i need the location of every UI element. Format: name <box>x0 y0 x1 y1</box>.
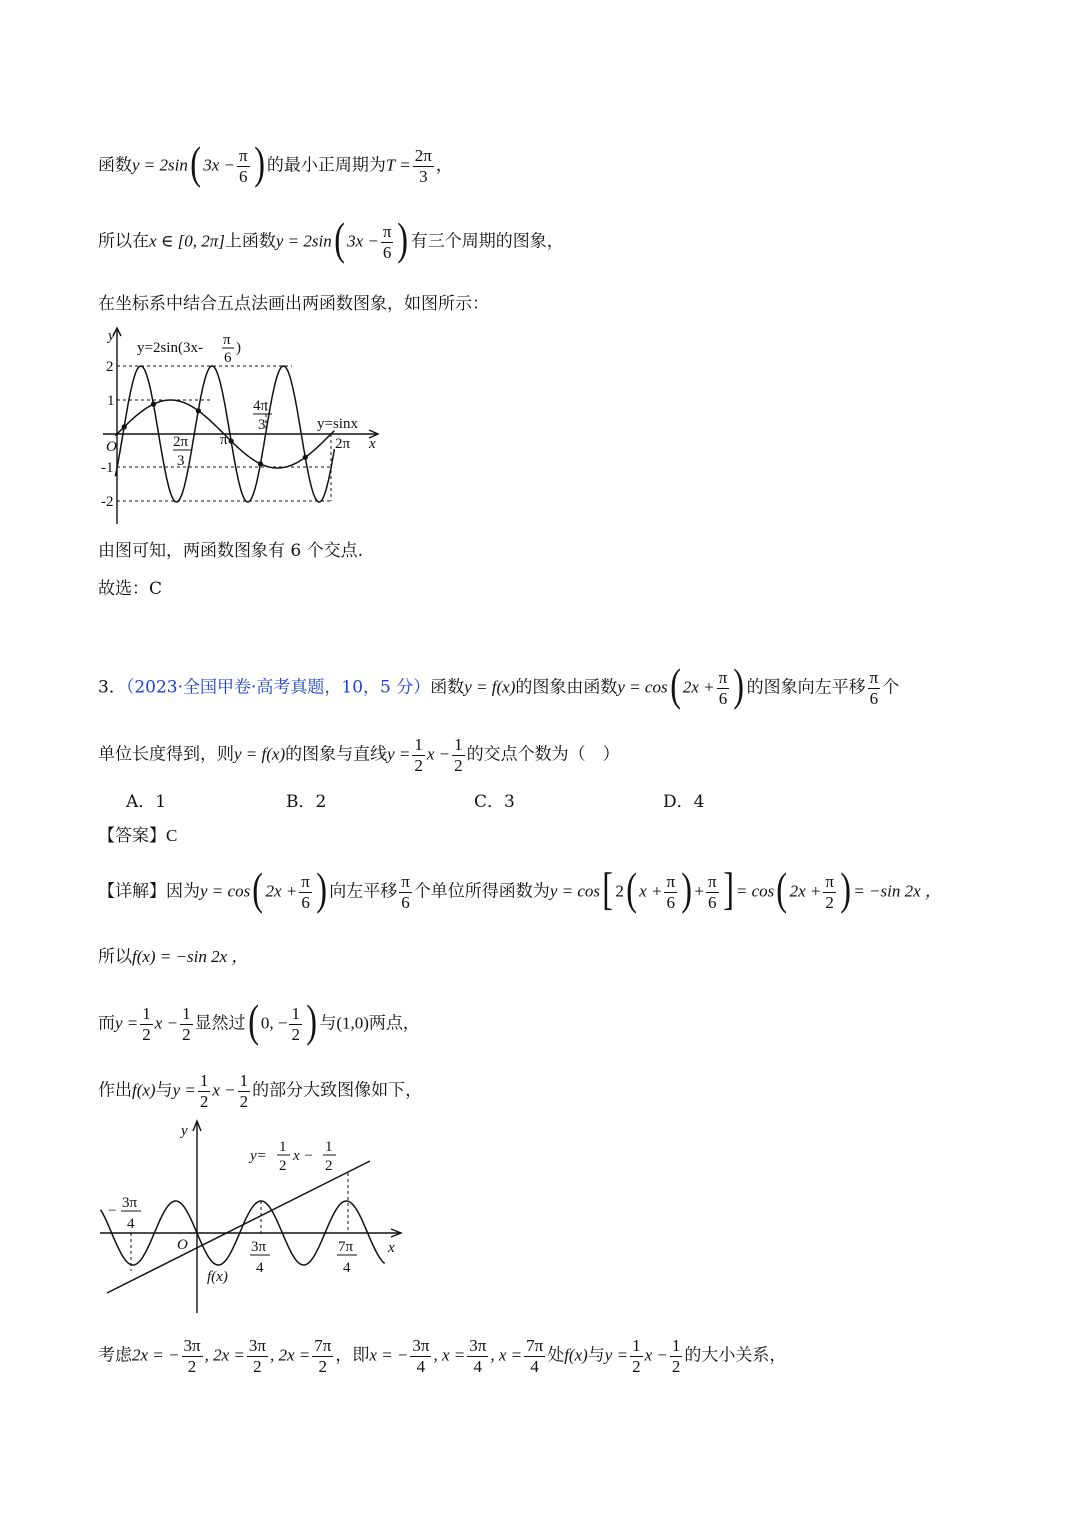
fraction: $\frac{2\pi}{3}$ <box>414 146 432 186</box>
fraction: $\frac{\pi}{2}$ <box>825 872 834 912</box>
line-label: y= <box>250 1148 267 1164</box>
line-half-x <box>107 1161 370 1293</box>
fraction: $\frac{1}{2}$ <box>671 1336 681 1376</box>
fraction: $\frac{1}{2}$ <box>142 1004 151 1044</box>
option-d[interactable]: D．4 <box>663 792 705 812</box>
tick-3pi4-d: 4 <box>256 1260 264 1276</box>
tick-2pi3-n: 2π <box>173 434 189 450</box>
fraction: $\frac{1}{2}$ <box>182 1004 191 1044</box>
svg-text:): ) <box>236 340 241 356</box>
fraction: $\frac{3\pi}{4}$ <box>412 1336 430 1376</box>
detail-line-5: 考虑2x = − $\frac{3\pi}{2}$ , 2x = $\frac{3\pi}{2}$ , 2x = $\frac{7\pi}{2}$ ，即x = − $\frac{3\pi}{4}$ , x = $\frac{3\pi}{4}$ , x = $\frac{7\pi}{4}$ 处f(x)与y = $\frac{1}{2}$ x − $\frac{1}{2}$ 的大小关系， <box>98 1336 787 1376</box>
tick-neg2: -2 <box>101 494 114 510</box>
tick-7pi4-d: 4 <box>343 1260 351 1276</box>
fraction: $\frac{1}{2}$ <box>291 1004 300 1044</box>
intersection-point-3 <box>196 408 201 413</box>
intersection-point-5 <box>258 461 263 466</box>
answer-line: 【答案】C <box>98 826 178 846</box>
detail-line-4: 作出f(x)与y = $\frac{1}{2}$ x − $\frac{1}{2}$ 的部分大致图像如下， <box>98 1071 423 1111</box>
y-label: y <box>108 328 115 344</box>
fraction: $\frac{1}{2}$ <box>632 1336 641 1376</box>
fraction: $\frac{1}{2}$ <box>454 735 463 775</box>
tick-pi: π <box>220 432 228 448</box>
intersection-point-1 <box>122 424 127 429</box>
tick-2pi3-d: 3 <box>177 453 185 469</box>
option-c[interactable]: C．3 <box>474 792 515 812</box>
fraction: $\frac{\pi}{6}$ <box>869 668 879 708</box>
fraction: $\frac{1}{2}$ <box>199 1071 209 1111</box>
fraction: $\frac{7\pi}{2}$ <box>314 1336 332 1376</box>
solution-line-three-periods: 所以在x ∈ [0, 2π]上函数y = 2sin( 3x − $\frac{\pi}{6}$ ) 有三个周期的图象， <box>98 213 564 265</box>
tick-neg-3pi4-sign: − <box>108 1203 117 1219</box>
option-a[interactable]: A．1 <box>126 792 167 812</box>
fraction: $\frac{\pi}{6}$ <box>301 872 310 912</box>
fraction: $\frac{\pi}{6}$ <box>718 668 728 708</box>
label-sinx: y=sinx <box>317 416 358 432</box>
tick-4pi3-n: 4π <box>253 398 269 414</box>
svg-text:6: 6 <box>224 350 232 366</box>
detail-line-1: 【详解】因为y = cos( 2x + $\frac{\pi}{6}$ ) 向左平移 $\frac{\pi}{6}$ 个单位所得函数为y = cos[ 2( x + $\frac{\pi}{6}$ ) + $\frac{\pi}{6}$ ] = cos( 2x + $\frac{\pi}{2}$ ) = −sin 2x ， <box>98 863 942 915</box>
fraction: $\frac{\pi}{6}$ <box>707 872 717 912</box>
origin-label: O <box>177 1237 188 1253</box>
fx-label: f(x) <box>207 1269 228 1285</box>
fraction: $\frac{3\pi}{4}$ <box>469 1336 487 1376</box>
label-2sin3x: y=2sin(3x- <box>137 340 203 356</box>
graph-fx-and-line <box>95 1115 415 1320</box>
solution-line-period: 函数y = 2sin( 3x − $\frac{\pi}{6}$ ) 的最小正周期为T = $\frac{2\pi}{3}$ ， <box>98 137 453 189</box>
fraction: $\frac{1}{2}$ <box>239 1071 249 1111</box>
tick-4pi3-d: 3 <box>258 417 266 433</box>
option-b[interactable]: B．2 <box>286 792 327 812</box>
tick-7pi4-n: 7π <box>338 1239 354 1255</box>
y-label: y <box>181 1123 188 1139</box>
tick-1: 1 <box>107 393 115 409</box>
x-label: x <box>369 436 376 452</box>
detail-line-3: 而y = $\frac{1}{2}$ x − $\frac{1}{2}$ 显然过( 0, − $\frac{1}{2}$ ) 与(1,0)两点， <box>98 995 420 1047</box>
intersection-point-2 <box>151 402 156 407</box>
question-3-line-2: 单位长度得到，则y = f(x)的图象与直线y = $\frac{1}{2}$ x − $\frac{1}{2}$ 的交点个数为（ ） <box>98 735 620 775</box>
svg-text:1: 1 <box>325 1139 333 1155</box>
svg-text:2: 2 <box>325 1158 333 1174</box>
graph-sin-functions <box>95 322 395 527</box>
question-source: （2023·全国甲卷·高考真题，10，5 分） <box>125 677 431 698</box>
tick-neg-3pi4-d: 4 <box>127 1216 135 1232</box>
fraction: $\frac{3\pi}{2}$ <box>183 1336 201 1376</box>
svg-text:x −: x − <box>293 1148 314 1164</box>
tick-neg1: -1 <box>101 460 114 476</box>
intersection-point-6 <box>303 455 308 460</box>
tick-neg-3pi4-n: 3π <box>122 1195 138 1211</box>
x-label: x <box>388 1240 395 1256</box>
intersection-point-4 <box>229 439 234 444</box>
tick-2pi: 2π <box>335 436 351 452</box>
question-3-line-1: 3．（2023·全国甲卷·高考真题，10，5 分）函数y = f(x)的图象由函数y = cos( 2x + $\frac{\pi}{6}$ ) 的图象向左平移 $\frac{\pi}{6}$ 个 <box>98 659 900 711</box>
fraction: $\frac{7\pi}{4}$ <box>526 1336 544 1376</box>
solution-line-conclusion: 由图可知，两函数图象有 6 个交点. <box>98 541 364 561</box>
svg-text:1: 1 <box>279 1139 287 1155</box>
tick-3pi4-n: 3π <box>251 1239 267 1255</box>
svg-text:2: 2 <box>279 1158 287 1174</box>
fraction: $\frac{\pi}{6}$ <box>238 146 248 186</box>
solution-line-choice: 故选：C <box>98 579 163 599</box>
fraction: $\frac{\pi}{6}$ <box>666 872 676 912</box>
solution-line-draw: 在坐标系中结合五点法画出两函数图象，如图所示： <box>98 294 489 314</box>
detail-line-2: 所以f(x) = −sin 2x ， <box>98 947 249 967</box>
origin-label: O <box>106 439 117 455</box>
fraction: $\frac{\pi}{6}$ <box>401 872 410 912</box>
fraction: $\frac{\pi}{6}$ <box>382 222 392 262</box>
fraction: $\frac{3\pi}{2}$ <box>248 1336 266 1376</box>
svg-text:π: π <box>223 332 231 348</box>
fraction: $\frac{1}{2}$ <box>414 735 423 775</box>
tick-2: 2 <box>106 359 114 375</box>
